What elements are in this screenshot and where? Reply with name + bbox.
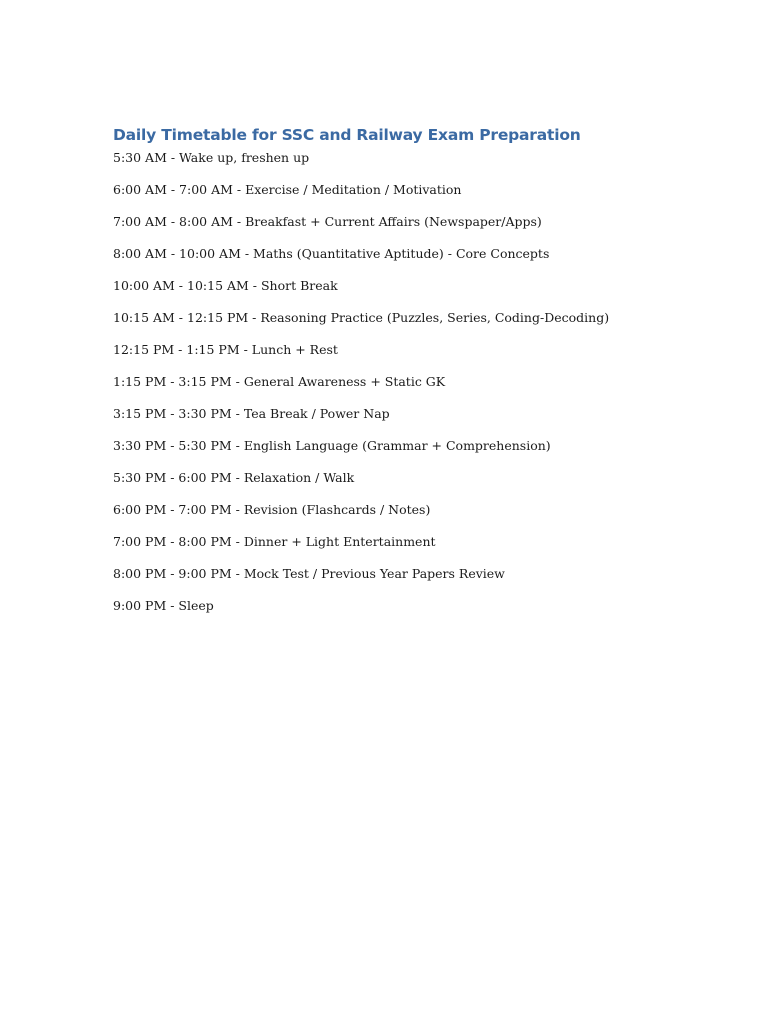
timetable-entry-dinner: 7:00 PM - 8:00 PM - Dinner + Light Entertainment xyxy=(113,534,436,549)
timetable-entry-english: 3:30 PM - 5:30 PM - English Language (Grammar + Comprehension) xyxy=(113,438,551,453)
timetable-entry-maths: 8:00 AM - 10:00 AM - Maths (Quantitative Aptitude) - Core Concepts xyxy=(113,246,550,261)
document-content xyxy=(113,124,713,630)
timetable-entry-mock-test: 8:00 PM - 9:00 PM - Mock Test / Previous Year Papers Review xyxy=(113,566,505,581)
timetable-entry-tea-break: 3:15 PM - 3:30 PM - Tea Break / Power Nap xyxy=(113,406,390,421)
page-title: Daily Timetable for SSC and Railway Exam Preparation xyxy=(113,126,581,144)
timetable-entry-revision: 6:00 PM - 7:00 PM - Revision (Flashcards / Notes) xyxy=(113,502,431,517)
timetable-entry-reasoning: 10:15 AM - 12:15 PM - Reasoning Practice (Puzzles, Series, Coding-Decoding) xyxy=(113,310,610,325)
timetable-entry-wake-up: 5:30 AM - Wake up, freshen up xyxy=(113,150,310,165)
timetable-entry-breakfast: 7:00 AM - 8:00 AM - Breakfast + Current Affairs (Newspaper/Apps) xyxy=(113,214,542,229)
timetable-entry-short-break: 10:00 AM - 10:15 AM - Short Break xyxy=(113,278,338,293)
timetable-list xyxy=(113,150,713,614)
timetable-entry-lunch: 12:15 PM - 1:15 PM - Lunch + Rest xyxy=(113,342,338,357)
timetable-entry-sleep: 9:00 PM - Sleep xyxy=(113,598,214,613)
timetable-entry-relaxation: 5:30 PM - 6:00 PM - Relaxation / Walk xyxy=(113,470,355,485)
timetable-entry-exercise: 6:00 AM - 7:00 AM - Exercise / Meditation / Motivation xyxy=(113,182,462,197)
timetable-entry-general-awareness: 1:15 PM - 3:15 PM - General Awareness + Static GK xyxy=(113,374,446,389)
